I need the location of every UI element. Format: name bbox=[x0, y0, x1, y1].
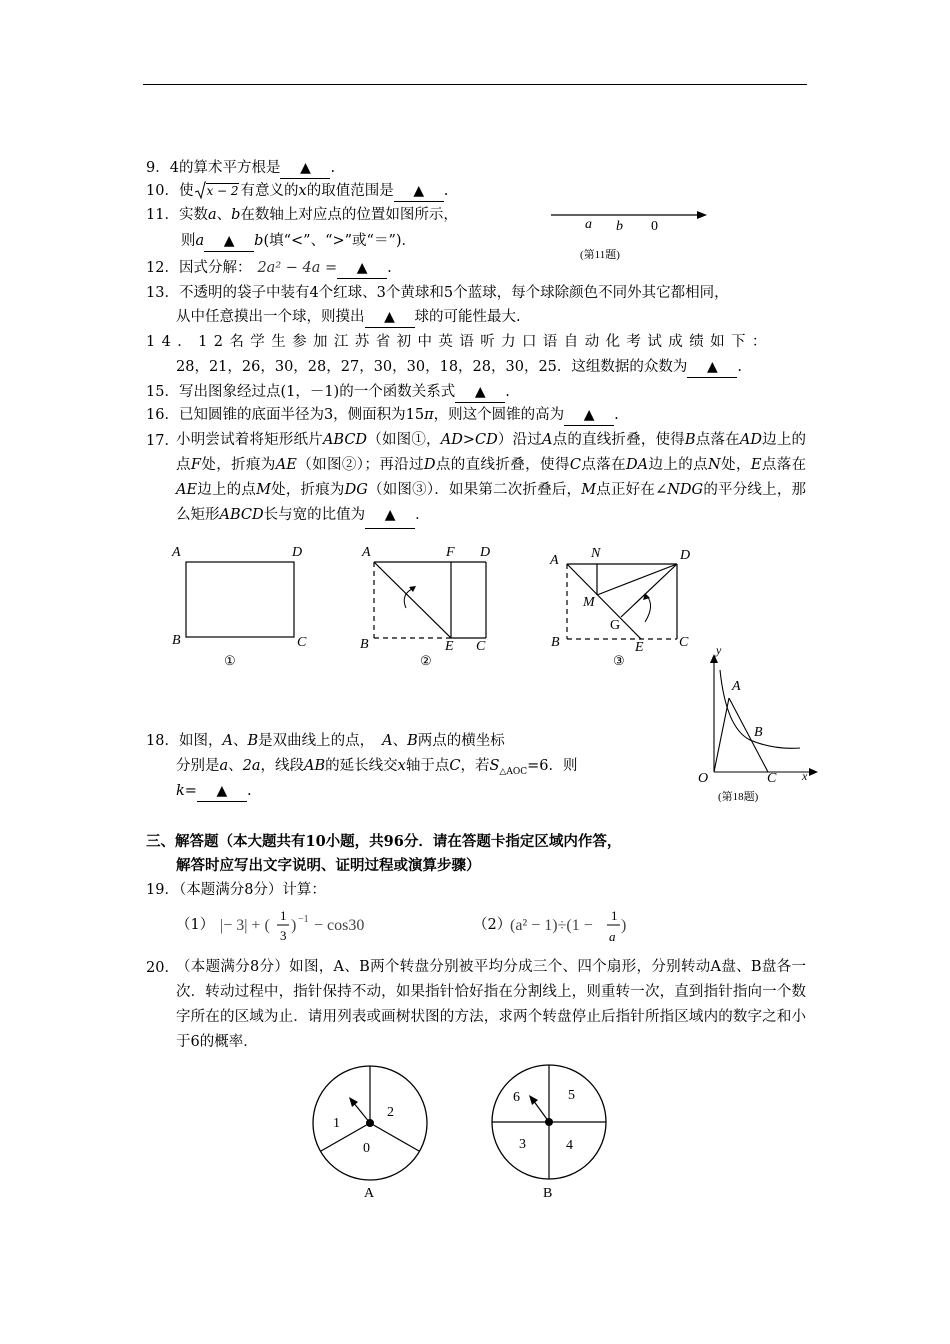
spinner-label-B: B bbox=[543, 1186, 553, 1201]
variable: b bbox=[254, 233, 264, 249]
text-run: （如图③）．如果第二次折叠后， bbox=[367, 482, 582, 498]
question-number: 10． bbox=[146, 183, 179, 199]
math-text: 3 bbox=[280, 928, 287, 943]
label-F: F bbox=[446, 545, 455, 560]
section-3-title-line2 bbox=[176, 856, 481, 876]
question-17-text bbox=[176, 428, 806, 529]
answer-blank bbox=[394, 181, 444, 202]
text-run: 的平分线上，那么矩形 bbox=[176, 482, 807, 523]
answer-blank bbox=[197, 781, 247, 802]
pointer-arrow-icon bbox=[349, 1097, 358, 1107]
variable: AE bbox=[176, 482, 198, 498]
question-text: 的取值范围是 bbox=[306, 183, 394, 199]
answer-blank bbox=[365, 307, 415, 328]
text-run: 长与宽的比值为 bbox=[263, 507, 366, 523]
question-text: 已知圆锥的底面半径为3，侧面积为15 bbox=[178, 407, 425, 423]
variable: B bbox=[247, 733, 259, 749]
blank-triangle-icon: ▲ bbox=[707, 359, 718, 375]
sqrt-radicand: x − 2 bbox=[206, 184, 239, 198]
punct: . bbox=[330, 160, 336, 176]
question-number: 16． bbox=[146, 407, 179, 423]
blank-triangle-icon: ▲ bbox=[583, 407, 595, 423]
blank-triangle-icon: ▲ bbox=[300, 160, 311, 176]
label-C: C bbox=[297, 635, 307, 650]
question-12 bbox=[146, 258, 392, 279]
variable: k= bbox=[176, 783, 197, 799]
variable: B bbox=[407, 733, 418, 749]
math-text: −1 bbox=[298, 914, 309, 925]
text-run: 轴于点 bbox=[405, 758, 450, 774]
blank-triangle-icon: ▲ bbox=[216, 783, 228, 799]
text-run: 两点的横坐标 bbox=[417, 733, 505, 749]
question-number: 15． bbox=[146, 384, 179, 400]
text-run: 点落在 bbox=[695, 432, 740, 448]
figure-caption: ② bbox=[420, 653, 432, 668]
variable: C bbox=[449, 758, 461, 774]
question-text: 从中任意摸出一个球，则摸出 bbox=[176, 309, 365, 325]
variable: DA bbox=[625, 457, 649, 473]
variable: AB bbox=[304, 758, 326, 774]
punct: . bbox=[387, 260, 392, 276]
text-run: ，若 bbox=[460, 758, 490, 774]
question-text: 12名学生参加江苏省初中英语听力口语自动化考试成绩如下： bbox=[198, 334, 773, 350]
question-13-line1 bbox=[146, 283, 729, 303]
label-B: B bbox=[754, 725, 763, 740]
answer-blank bbox=[204, 231, 254, 252]
math-text: 1 bbox=[611, 908, 618, 923]
text-run: 处， bbox=[720, 457, 751, 473]
text-run: （如图②）；再沿过 bbox=[296, 457, 424, 473]
figure-caption: (第11题) bbox=[580, 249, 620, 261]
variable: B bbox=[684, 432, 696, 448]
punct: 、 bbox=[392, 733, 408, 749]
text-run: 点落在 bbox=[580, 457, 626, 473]
blank-triangle-icon: ▲ bbox=[474, 384, 486, 400]
q17-figure-3 bbox=[545, 540, 705, 670]
question-number: 19． bbox=[146, 882, 179, 898]
question-text: 实数 bbox=[178, 207, 208, 223]
question-text: 在数轴上对应点的位置如图所示， bbox=[240, 207, 458, 223]
question-text: 因式分解： bbox=[178, 260, 252, 276]
variable: F bbox=[190, 457, 201, 473]
sector-label-6: 6 bbox=[513, 1090, 520, 1105]
math-text: 1 bbox=[280, 908, 287, 923]
text-run: （如图①， bbox=[367, 432, 441, 448]
sqrt-icon bbox=[195, 181, 206, 199]
variable: N bbox=[708, 457, 721, 473]
blank-triangle-icon: ▲ bbox=[413, 183, 425, 199]
sector-label-1: 1 bbox=[333, 1116, 340, 1131]
question-19-part2 bbox=[473, 915, 511, 935]
label-A: A bbox=[550, 553, 559, 568]
question-14-line1 bbox=[146, 332, 773, 352]
text-run: =6．则 bbox=[527, 758, 578, 774]
figure-caption: ① bbox=[224, 653, 236, 668]
point-label-0: 0 bbox=[651, 219, 658, 234]
point-label-a: a bbox=[585, 217, 592, 232]
question-number: 14． bbox=[146, 334, 199, 350]
question-9 bbox=[146, 158, 335, 179]
figure-caption: ③ bbox=[613, 653, 625, 668]
math-expression: 2a² − 4a = bbox=[257, 260, 338, 276]
question-text: 4的算术平方根是 bbox=[169, 160, 281, 176]
question-text: 不透明的袋子中装有4个红球、3个黄球和5个蓝球，每个球除颜色不同外其它都相同， bbox=[178, 285, 729, 301]
question-11-line2 bbox=[181, 231, 416, 252]
variable: NDG bbox=[667, 482, 704, 498]
question-text: 28，21，26，30，28，27，30，30，18，28，30，25．这组数据的众数为 bbox=[176, 359, 688, 375]
variable: ABCD bbox=[322, 432, 368, 448]
q19-expression-2 bbox=[508, 903, 648, 949]
text-run: 小明尝试着将矩形纸片 bbox=[176, 432, 323, 448]
question-19-part1 bbox=[176, 915, 214, 935]
math-text: (a² − 1)÷(1 − bbox=[510, 917, 593, 934]
text-run: 边 bbox=[648, 457, 664, 473]
question-text: 写出图象经过点(1，－1)的一个函数关系式 bbox=[178, 384, 456, 400]
variable: a bbox=[207, 207, 217, 223]
sector-label-0: 0 bbox=[363, 1141, 370, 1156]
text-run: ，线段 bbox=[260, 758, 305, 774]
label-B: B bbox=[360, 637, 369, 652]
label-C: C bbox=[476, 639, 486, 654]
question-text: 球的可能性最大. bbox=[414, 309, 521, 325]
label-D: D bbox=[680, 548, 691, 563]
question-18-line1 bbox=[146, 731, 505, 751]
question-17-number bbox=[146, 431, 179, 451]
text-run: 处，折痕为 bbox=[270, 482, 345, 498]
answer-blank bbox=[687, 357, 737, 378]
axis-label-x: x bbox=[802, 769, 808, 783]
label-N: N bbox=[591, 546, 601, 561]
variable: AD bbox=[739, 432, 762, 448]
label-B: B bbox=[172, 633, 181, 648]
label-E: E bbox=[635, 640, 644, 655]
pi-symbol: π bbox=[424, 407, 434, 423]
text-run: 点正好在∠ bbox=[596, 482, 668, 498]
sector-label-4: 4 bbox=[566, 1138, 573, 1153]
variable: E bbox=[750, 457, 762, 473]
answer-blank bbox=[365, 503, 415, 529]
variable: A bbox=[222, 733, 233, 749]
sector-label-3: 3 bbox=[519, 1137, 526, 1152]
blank-triangle-icon: ▲ bbox=[384, 507, 396, 523]
section-3-title bbox=[146, 832, 621, 852]
variable: 2a bbox=[242, 758, 261, 774]
math-text: a bbox=[609, 929, 616, 944]
question-text: 有意义的 bbox=[240, 183, 299, 199]
question-18-line2 bbox=[176, 756, 577, 782]
q19-expression-1 bbox=[218, 903, 388, 949]
punct: . bbox=[505, 384, 510, 400]
label-C: C bbox=[767, 771, 777, 786]
punct: . bbox=[246, 783, 252, 799]
punct: . bbox=[737, 359, 743, 375]
punct: 、 bbox=[228, 758, 243, 774]
variable: C bbox=[569, 457, 581, 473]
label-M: M bbox=[583, 595, 595, 610]
question-number: 9． bbox=[146, 160, 170, 176]
question-19 bbox=[146, 880, 326, 900]
part-label: （2） bbox=[473, 917, 512, 933]
variable: a bbox=[219, 758, 229, 774]
math-text: |− 3| + ( bbox=[220, 917, 270, 934]
text-run: 上的点 bbox=[663, 457, 708, 473]
q17-figure-1 bbox=[166, 540, 316, 670]
section-title-text: 解答时应写出文字说明、证明过程或演算步骤） bbox=[176, 857, 481, 874]
question-11-line1 bbox=[146, 205, 458, 225]
blank-triangle-icon: ▲ bbox=[384, 309, 395, 325]
text-run: 边上的点 bbox=[176, 432, 807, 473]
question-number: 17． bbox=[146, 433, 179, 449]
number-line-figure bbox=[545, 206, 715, 266]
figure-caption: (第18题) bbox=[718, 791, 759, 803]
variable: M bbox=[256, 482, 271, 498]
text-run: 点的直线折叠，使得 bbox=[435, 457, 570, 473]
label-B: B bbox=[551, 635, 560, 650]
label-O: O bbox=[698, 771, 709, 786]
section-title-text: 三、解答题（本大题共有10小题，共96分．请在答题卡指定区域内作答， bbox=[146, 833, 622, 850]
question-number: 20． bbox=[146, 960, 179, 976]
pointer-arrow-icon bbox=[529, 1095, 538, 1105]
question-number: 13． bbox=[146, 285, 179, 301]
text-run: 处，折痕为 bbox=[200, 457, 276, 473]
math-text: ) bbox=[291, 917, 297, 934]
label-D: D bbox=[292, 545, 303, 560]
variable: D bbox=[423, 457, 436, 473]
text-run: 点落在 bbox=[761, 457, 807, 473]
q18-hyperbola-figure bbox=[696, 640, 826, 810]
variable: a bbox=[195, 233, 205, 249]
part-label: （1） bbox=[176, 917, 215, 933]
question-text: ，则这个圆锥的高为 bbox=[433, 407, 565, 423]
question-14-line2 bbox=[176, 357, 742, 378]
label-D: D bbox=[480, 545, 491, 560]
question-20-number bbox=[146, 958, 179, 978]
point-label-b: b bbox=[616, 219, 623, 234]
variable: AD>CD bbox=[440, 432, 498, 448]
question-20-text bbox=[176, 955, 806, 1055]
question-16 bbox=[146, 405, 619, 426]
variable: DG bbox=[344, 482, 368, 498]
answer-blank bbox=[455, 382, 505, 403]
variable: S bbox=[489, 758, 500, 774]
question-15 bbox=[146, 382, 510, 403]
header-rule bbox=[143, 84, 807, 85]
question-number: 11． bbox=[146, 207, 179, 223]
blank-triangle-icon: ▲ bbox=[356, 260, 368, 276]
text-run: 点的直线折叠，使得 bbox=[552, 432, 685, 448]
spinner-B bbox=[487, 1060, 612, 1210]
variable: ABCD bbox=[219, 507, 264, 523]
label-G: G bbox=[610, 618, 621, 633]
question-text: 使 bbox=[178, 183, 194, 199]
answer-blank bbox=[564, 405, 614, 426]
text-run: 是双曲线上的点， bbox=[258, 733, 375, 749]
variable: A bbox=[382, 733, 393, 749]
variable: x bbox=[397, 758, 406, 774]
sector-label-5: 5 bbox=[568, 1088, 575, 1103]
math-text: ) bbox=[621, 917, 627, 934]
text-run: ）沿过 bbox=[497, 432, 542, 448]
question-text: （本题满分8分）如图，A、B两个转盘分别被平均分成三个、四个扇形，分别转动A盘、B盘各一次．转动过程中，指针保持不动，如果指针恰好指在分割线上，则重转一次，直到指针指向一个数字所在的区域为止．请用列表或画树状图的方法，求两个转盘停止后指针所指区域内的数字之和小于6的概率． bbox=[176, 959, 806, 1050]
question-10 bbox=[146, 181, 448, 202]
sector-label-2: 2 bbox=[387, 1105, 394, 1120]
question-13-line2 bbox=[176, 307, 521, 328]
text-run: 边上的点 bbox=[197, 482, 257, 498]
punct: . bbox=[614, 407, 619, 423]
text-run: 分别是 bbox=[176, 758, 220, 774]
sqrt-expression bbox=[195, 181, 238, 201]
variable: b bbox=[231, 207, 241, 223]
blank-triangle-icon: ▲ bbox=[223, 233, 235, 249]
variable: A bbox=[541, 432, 553, 448]
punct: 、 bbox=[232, 733, 248, 749]
q17-figure-2 bbox=[356, 540, 506, 670]
question-number: 18． bbox=[146, 733, 179, 749]
label-A: A bbox=[362, 545, 371, 560]
label-E: E bbox=[445, 639, 454, 654]
question-text: （本题满分8分）计算： bbox=[178, 882, 326, 898]
text-run: 的延长线交 bbox=[325, 758, 398, 774]
subscript: △AOC bbox=[499, 766, 528, 777]
math-text: − cos30 bbox=[314, 917, 365, 934]
variable: x bbox=[298, 183, 307, 199]
punct: . bbox=[443, 183, 449, 199]
answer-blank bbox=[280, 158, 330, 179]
question-text: (填“<”、“>”或“＝”)． bbox=[263, 233, 417, 249]
question-number: 12． bbox=[146, 260, 179, 276]
question-18-line3 bbox=[176, 781, 252, 802]
question-text: 则 bbox=[181, 233, 196, 249]
spinner-A bbox=[309, 1060, 434, 1210]
text-run: 如图， bbox=[178, 733, 223, 749]
punct: 、 bbox=[216, 207, 232, 223]
variable: M bbox=[581, 482, 597, 498]
answer-blank bbox=[337, 258, 387, 279]
label-C: C bbox=[679, 635, 689, 650]
variable: AE bbox=[275, 457, 297, 473]
label-A: A bbox=[732, 679, 741, 694]
spinner-label-A: A bbox=[364, 1186, 375, 1201]
axis-label-y: y bbox=[716, 643, 722, 657]
label-A: A bbox=[172, 545, 181, 560]
punct: ． bbox=[415, 507, 430, 523]
